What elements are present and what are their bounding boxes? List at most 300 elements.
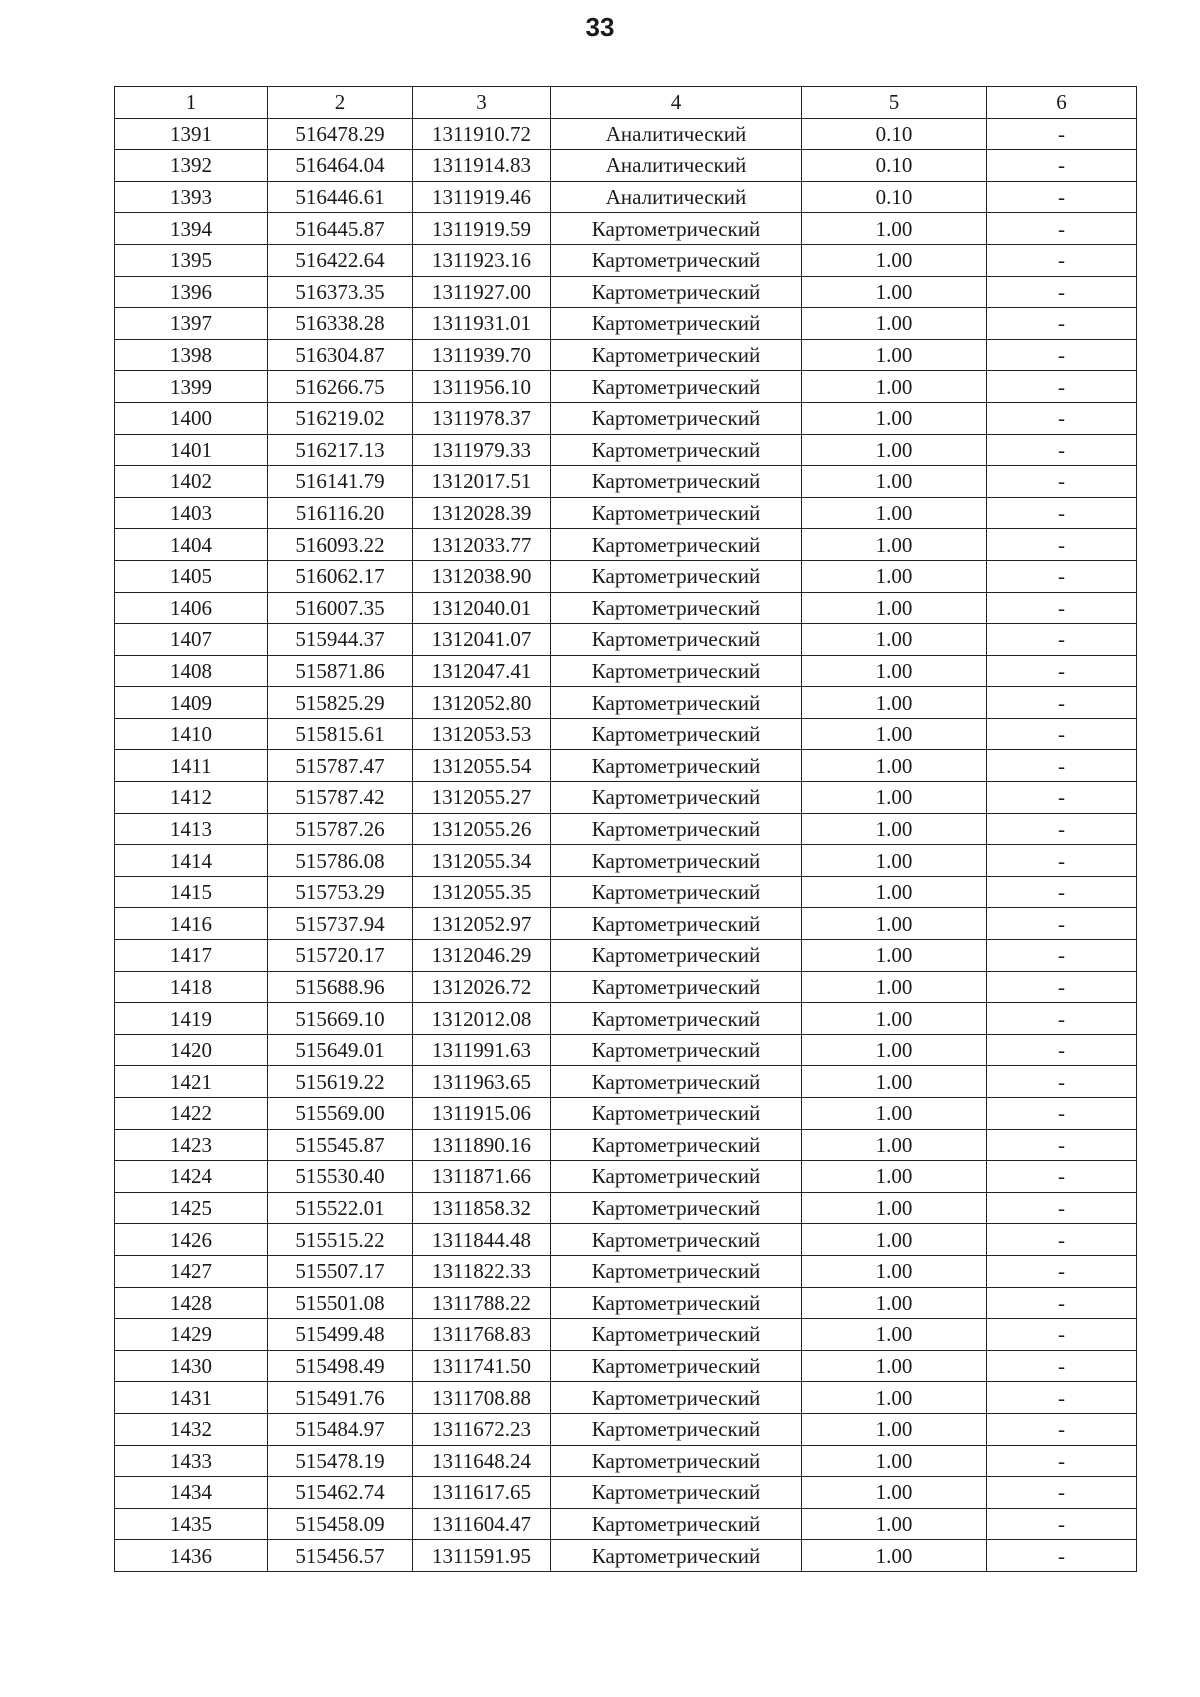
column-header: 2 xyxy=(268,87,413,119)
point-number-cell: 1412 xyxy=(115,782,268,814)
table-row xyxy=(115,434,1137,466)
accuracy-cell: 1.00 xyxy=(802,1540,987,1572)
x-coordinate-cell: 515787.42 xyxy=(268,782,413,814)
y-coordinate-cell: 1312046.29 xyxy=(413,940,551,972)
note-cell: - xyxy=(987,687,1137,719)
method-cell: Картометрический xyxy=(551,940,802,972)
note-cell: - xyxy=(987,1224,1137,1256)
note-cell: - xyxy=(987,1098,1137,1130)
method-cell: Картометрический xyxy=(551,1350,802,1382)
y-coordinate-cell: 1312038.90 xyxy=(413,560,551,592)
x-coordinate-cell: 515545.87 xyxy=(268,1129,413,1161)
x-coordinate-cell: 515815.61 xyxy=(268,718,413,750)
x-coordinate-cell: 516141.79 xyxy=(268,466,413,498)
x-coordinate-cell: 515456.57 xyxy=(268,1540,413,1572)
table-row xyxy=(115,1319,1137,1351)
accuracy-cell: 1.00 xyxy=(802,782,987,814)
column-header: 6 xyxy=(987,87,1137,119)
point-number-cell: 1413 xyxy=(115,813,268,845)
point-number-cell: 1436 xyxy=(115,1540,268,1572)
method-cell: Картометрический xyxy=(551,1255,802,1287)
note-cell: - xyxy=(987,1413,1137,1445)
method-cell: Картометрический xyxy=(551,1003,802,1035)
point-number-cell: 1403 xyxy=(115,497,268,529)
note-cell: - xyxy=(987,1382,1137,1414)
accuracy-cell: 1.00 xyxy=(802,1224,987,1256)
method-cell: Картометрический xyxy=(551,1319,802,1351)
y-coordinate-cell: 1311914.83 xyxy=(413,150,551,182)
note-cell: - xyxy=(987,560,1137,592)
x-coordinate-cell: 516478.29 xyxy=(268,118,413,150)
point-number-cell: 1394 xyxy=(115,213,268,245)
table-row xyxy=(115,1003,1137,1035)
point-number-cell: 1392 xyxy=(115,150,268,182)
x-coordinate-cell: 515501.08 xyxy=(268,1287,413,1319)
x-coordinate-cell: 515462.74 xyxy=(268,1477,413,1509)
y-coordinate-cell: 1312040.01 xyxy=(413,592,551,624)
y-coordinate-cell: 1312055.35 xyxy=(413,876,551,908)
table-row xyxy=(115,1382,1137,1414)
note-cell: - xyxy=(987,1287,1137,1319)
column-header: 4 xyxy=(551,87,802,119)
table-row xyxy=(115,624,1137,656)
accuracy-cell: 1.00 xyxy=(802,1319,987,1351)
table-row xyxy=(115,750,1137,782)
table-row xyxy=(115,845,1137,877)
method-cell: Картометрический xyxy=(551,497,802,529)
note-cell: - xyxy=(987,1034,1137,1066)
y-coordinate-cell: 1311978.37 xyxy=(413,402,551,434)
method-cell: Картометрический xyxy=(551,371,802,403)
point-number-cell: 1430 xyxy=(115,1350,268,1382)
y-coordinate-cell: 1311979.33 xyxy=(413,434,551,466)
x-coordinate-cell: 515478.19 xyxy=(268,1445,413,1477)
y-coordinate-cell: 1311919.46 xyxy=(413,181,551,213)
accuracy-cell: 1.00 xyxy=(802,908,987,940)
method-cell: Картометрический xyxy=(551,624,802,656)
y-coordinate-cell: 1311927.00 xyxy=(413,276,551,308)
table-row xyxy=(115,876,1137,908)
y-coordinate-cell: 1311844.48 xyxy=(413,1224,551,1256)
x-coordinate-cell: 515787.47 xyxy=(268,750,413,782)
point-number-cell: 1427 xyxy=(115,1255,268,1287)
method-cell: Картометрический xyxy=(551,560,802,592)
table-row xyxy=(115,1192,1137,1224)
table-row xyxy=(115,1445,1137,1477)
note-cell: - xyxy=(987,1066,1137,1098)
point-number-cell: 1400 xyxy=(115,402,268,434)
table-row xyxy=(115,339,1137,371)
x-coordinate-cell: 515786.08 xyxy=(268,845,413,877)
x-coordinate-cell: 515515.22 xyxy=(268,1224,413,1256)
accuracy-cell: 1.00 xyxy=(802,529,987,561)
accuracy-cell: 1.00 xyxy=(802,845,987,877)
note-cell: - xyxy=(987,718,1137,750)
accuracy-cell: 1.00 xyxy=(802,1445,987,1477)
accuracy-cell: 1.00 xyxy=(802,1003,987,1035)
x-coordinate-cell: 515484.97 xyxy=(268,1413,413,1445)
point-number-cell: 1433 xyxy=(115,1445,268,1477)
table-row xyxy=(115,466,1137,498)
y-coordinate-cell: 1311890.16 xyxy=(413,1129,551,1161)
y-coordinate-cell: 1312053.53 xyxy=(413,718,551,750)
method-cell: Картометрический xyxy=(551,1508,802,1540)
note-cell: - xyxy=(987,529,1137,561)
x-coordinate-cell: 516093.22 xyxy=(268,529,413,561)
point-number-cell: 1426 xyxy=(115,1224,268,1256)
accuracy-cell: 1.00 xyxy=(802,1066,987,1098)
point-number-cell: 1419 xyxy=(115,1003,268,1035)
x-coordinate-cell: 516007.35 xyxy=(268,592,413,624)
accuracy-cell: 1.00 xyxy=(802,940,987,972)
x-coordinate-cell: 516304.87 xyxy=(268,339,413,371)
table-header-row xyxy=(115,87,1137,119)
point-number-cell: 1424 xyxy=(115,1161,268,1193)
y-coordinate-cell: 1311939.70 xyxy=(413,339,551,371)
point-number-cell: 1421 xyxy=(115,1066,268,1098)
point-number-cell: 1406 xyxy=(115,592,268,624)
method-cell: Картометрический xyxy=(551,466,802,498)
accuracy-cell: 1.00 xyxy=(802,244,987,276)
y-coordinate-cell: 1311708.88 xyxy=(413,1382,551,1414)
note-cell: - xyxy=(987,876,1137,908)
table-row xyxy=(115,1477,1137,1509)
point-number-cell: 1411 xyxy=(115,750,268,782)
accuracy-cell: 1.00 xyxy=(802,1192,987,1224)
accuracy-cell: 1.00 xyxy=(802,1413,987,1445)
coordinates-table xyxy=(114,86,1137,1572)
accuracy-cell: 1.00 xyxy=(802,1477,987,1509)
note-cell: - xyxy=(987,213,1137,245)
x-coordinate-cell: 516266.75 xyxy=(268,371,413,403)
note-cell: - xyxy=(987,845,1137,877)
point-number-cell: 1410 xyxy=(115,718,268,750)
point-number-cell: 1401 xyxy=(115,434,268,466)
accuracy-cell: 1.00 xyxy=(802,687,987,719)
method-cell: Картометрический xyxy=(551,655,802,687)
point-number-cell: 1397 xyxy=(115,308,268,340)
method-cell: Картометрический xyxy=(551,1445,802,1477)
x-coordinate-cell: 516464.04 xyxy=(268,150,413,182)
x-coordinate-cell: 515458.09 xyxy=(268,1508,413,1540)
x-coordinate-cell: 515825.29 xyxy=(268,687,413,719)
table-row xyxy=(115,529,1137,561)
accuracy-cell: 1.00 xyxy=(802,655,987,687)
accuracy-cell: 1.00 xyxy=(802,1287,987,1319)
table-row xyxy=(115,687,1137,719)
accuracy-cell: 1.00 xyxy=(802,624,987,656)
method-cell: Картометрический xyxy=(551,1129,802,1161)
note-cell: - xyxy=(987,1445,1137,1477)
x-coordinate-cell: 516116.20 xyxy=(268,497,413,529)
x-coordinate-cell: 515569.00 xyxy=(268,1098,413,1130)
x-coordinate-cell: 515944.37 xyxy=(268,624,413,656)
y-coordinate-cell: 1312026.72 xyxy=(413,971,551,1003)
x-coordinate-cell: 516446.61 xyxy=(268,181,413,213)
y-coordinate-cell: 1312055.54 xyxy=(413,750,551,782)
point-number-cell: 1425 xyxy=(115,1192,268,1224)
table-row xyxy=(115,1508,1137,1540)
y-coordinate-cell: 1311956.10 xyxy=(413,371,551,403)
method-cell: Картометрический xyxy=(551,402,802,434)
point-number-cell: 1431 xyxy=(115,1382,268,1414)
table-row xyxy=(115,1287,1137,1319)
accuracy-cell: 1.00 xyxy=(802,1098,987,1130)
method-cell: Картометрический xyxy=(551,1224,802,1256)
accuracy-cell: 1.00 xyxy=(802,560,987,592)
point-number-cell: 1393 xyxy=(115,181,268,213)
note-cell: - xyxy=(987,1255,1137,1287)
table-row xyxy=(115,1255,1137,1287)
y-coordinate-cell: 1312055.34 xyxy=(413,845,551,877)
method-cell: Картометрический xyxy=(551,276,802,308)
y-coordinate-cell: 1311923.16 xyxy=(413,244,551,276)
note-cell: - xyxy=(987,1477,1137,1509)
y-coordinate-cell: 1311991.63 xyxy=(413,1034,551,1066)
method-cell: Аналитический xyxy=(551,118,802,150)
table-row xyxy=(115,971,1137,1003)
point-number-cell: 1395 xyxy=(115,244,268,276)
table-row xyxy=(115,276,1137,308)
point-number-cell: 1415 xyxy=(115,876,268,908)
table-row xyxy=(115,1034,1137,1066)
note-cell: - xyxy=(987,1003,1137,1035)
point-number-cell: 1417 xyxy=(115,940,268,972)
accuracy-cell: 1.00 xyxy=(802,339,987,371)
accuracy-cell: 0.10 xyxy=(802,150,987,182)
accuracy-cell: 1.00 xyxy=(802,1350,987,1382)
method-cell: Картометрический xyxy=(551,1413,802,1445)
column-header: 3 xyxy=(413,87,551,119)
y-coordinate-cell: 1312052.97 xyxy=(413,908,551,940)
method-cell: Картометрический xyxy=(551,1066,802,1098)
y-coordinate-cell: 1311822.33 xyxy=(413,1255,551,1287)
point-number-cell: 1434 xyxy=(115,1477,268,1509)
method-cell: Картометрический xyxy=(551,1192,802,1224)
method-cell: Картометрический xyxy=(551,687,802,719)
table-row xyxy=(115,1540,1137,1572)
point-number-cell: 1428 xyxy=(115,1287,268,1319)
y-coordinate-cell: 1311741.50 xyxy=(413,1350,551,1382)
x-coordinate-cell: 515491.76 xyxy=(268,1382,413,1414)
note-cell: - xyxy=(987,1161,1137,1193)
method-cell: Картометрический xyxy=(551,876,802,908)
point-number-cell: 1404 xyxy=(115,529,268,561)
table-row xyxy=(115,940,1137,972)
y-coordinate-cell: 1312055.26 xyxy=(413,813,551,845)
y-coordinate-cell: 1311858.32 xyxy=(413,1192,551,1224)
column-header: 1 xyxy=(115,87,268,119)
table-row xyxy=(115,1129,1137,1161)
x-coordinate-cell: 515787.26 xyxy=(268,813,413,845)
note-cell: - xyxy=(987,1129,1137,1161)
note-cell: - xyxy=(987,1508,1137,1540)
note-cell: - xyxy=(987,181,1137,213)
accuracy-cell: 1.00 xyxy=(802,1161,987,1193)
note-cell: - xyxy=(987,1540,1137,1572)
accuracy-cell: 1.00 xyxy=(802,813,987,845)
x-coordinate-cell: 515530.40 xyxy=(268,1161,413,1193)
x-coordinate-cell: 516338.28 xyxy=(268,308,413,340)
accuracy-cell: 1.00 xyxy=(802,1255,987,1287)
method-cell: Картометрический xyxy=(551,434,802,466)
y-coordinate-cell: 1312033.77 xyxy=(413,529,551,561)
column-header: 5 xyxy=(802,87,987,119)
table-row xyxy=(115,402,1137,434)
table-row xyxy=(115,782,1137,814)
accuracy-cell: 1.00 xyxy=(802,434,987,466)
y-coordinate-cell: 1311915.06 xyxy=(413,1098,551,1130)
method-cell: Картометрический xyxy=(551,1098,802,1130)
method-cell: Картометрический xyxy=(551,1034,802,1066)
note-cell: - xyxy=(987,782,1137,814)
point-number-cell: 1399 xyxy=(115,371,268,403)
accuracy-cell: 1.00 xyxy=(802,971,987,1003)
method-cell: Картометрический xyxy=(551,908,802,940)
point-number-cell: 1432 xyxy=(115,1413,268,1445)
method-cell: Картометрический xyxy=(551,718,802,750)
note-cell: - xyxy=(987,750,1137,782)
table-row xyxy=(115,592,1137,624)
method-cell: Аналитический xyxy=(551,150,802,182)
accuracy-cell: 0.10 xyxy=(802,118,987,150)
method-cell: Картометрический xyxy=(551,592,802,624)
accuracy-cell: 1.00 xyxy=(802,402,987,434)
method-cell: Картометрический xyxy=(551,213,802,245)
method-cell: Картометрический xyxy=(551,1382,802,1414)
point-number-cell: 1402 xyxy=(115,466,268,498)
table-row xyxy=(115,213,1137,245)
y-coordinate-cell: 1312055.27 xyxy=(413,782,551,814)
point-number-cell: 1405 xyxy=(115,560,268,592)
x-coordinate-cell: 515688.96 xyxy=(268,971,413,1003)
note-cell: - xyxy=(987,244,1137,276)
accuracy-cell: 1.00 xyxy=(802,276,987,308)
table-row xyxy=(115,655,1137,687)
note-cell: - xyxy=(987,655,1137,687)
y-coordinate-cell: 1312052.80 xyxy=(413,687,551,719)
table-row xyxy=(115,1413,1137,1445)
y-coordinate-cell: 1311591.95 xyxy=(413,1540,551,1572)
y-coordinate-cell: 1312028.39 xyxy=(413,497,551,529)
point-number-cell: 1420 xyxy=(115,1034,268,1066)
point-number-cell: 1429 xyxy=(115,1319,268,1351)
accuracy-cell: 1.00 xyxy=(802,718,987,750)
x-coordinate-cell: 515522.01 xyxy=(268,1192,413,1224)
point-number-cell: 1391 xyxy=(115,118,268,150)
table-row xyxy=(115,150,1137,182)
x-coordinate-cell: 515499.48 xyxy=(268,1319,413,1351)
point-number-cell: 1418 xyxy=(115,971,268,1003)
method-cell: Картометрический xyxy=(551,782,802,814)
note-cell: - xyxy=(987,150,1137,182)
method-cell: Картометрический xyxy=(551,1161,802,1193)
point-number-cell: 1407 xyxy=(115,624,268,656)
note-cell: - xyxy=(987,1319,1137,1351)
note-cell: - xyxy=(987,940,1137,972)
point-number-cell: 1408 xyxy=(115,655,268,687)
x-coordinate-cell: 515871.86 xyxy=(268,655,413,687)
table-row xyxy=(115,308,1137,340)
accuracy-cell: 1.00 xyxy=(802,466,987,498)
y-coordinate-cell: 1312041.07 xyxy=(413,624,551,656)
x-coordinate-cell: 516373.35 xyxy=(268,276,413,308)
x-coordinate-cell: 515619.22 xyxy=(268,1066,413,1098)
y-coordinate-cell: 1311788.22 xyxy=(413,1287,551,1319)
note-cell: - xyxy=(987,813,1137,845)
y-coordinate-cell: 1311648.24 xyxy=(413,1445,551,1477)
table-row xyxy=(115,244,1137,276)
point-number-cell: 1414 xyxy=(115,845,268,877)
note-cell: - xyxy=(987,371,1137,403)
x-coordinate-cell: 516062.17 xyxy=(268,560,413,592)
point-number-cell: 1398 xyxy=(115,339,268,371)
table-row xyxy=(115,181,1137,213)
table-row xyxy=(115,1224,1137,1256)
accuracy-cell: 1.00 xyxy=(802,308,987,340)
point-number-cell: 1409 xyxy=(115,687,268,719)
method-cell: Картометрический xyxy=(551,1540,802,1572)
accuracy-cell: 1.00 xyxy=(802,371,987,403)
method-cell: Картометрический xyxy=(551,1287,802,1319)
note-cell: - xyxy=(987,908,1137,940)
table-row xyxy=(115,118,1137,150)
table-row xyxy=(115,497,1137,529)
note-cell: - xyxy=(987,308,1137,340)
x-coordinate-cell: 515720.17 xyxy=(268,940,413,972)
method-cell: Картометрический xyxy=(551,308,802,340)
method-cell: Картометрический xyxy=(551,813,802,845)
x-coordinate-cell: 516219.02 xyxy=(268,402,413,434)
table-body xyxy=(115,118,1137,1571)
note-cell: - xyxy=(987,434,1137,466)
table-row xyxy=(115,1161,1137,1193)
x-coordinate-cell: 515507.17 xyxy=(268,1255,413,1287)
note-cell: - xyxy=(987,592,1137,624)
y-coordinate-cell: 1312047.41 xyxy=(413,655,551,687)
x-coordinate-cell: 515753.29 xyxy=(268,876,413,908)
accuracy-cell: 1.00 xyxy=(802,876,987,908)
point-number-cell: 1416 xyxy=(115,908,268,940)
y-coordinate-cell: 1312012.08 xyxy=(413,1003,551,1035)
y-coordinate-cell: 1311963.65 xyxy=(413,1066,551,1098)
y-coordinate-cell: 1312017.51 xyxy=(413,466,551,498)
y-coordinate-cell: 1311910.72 xyxy=(413,118,551,150)
note-cell: - xyxy=(987,339,1137,371)
note-cell: - xyxy=(987,466,1137,498)
table-row xyxy=(115,1066,1137,1098)
x-coordinate-cell: 515737.94 xyxy=(268,908,413,940)
point-number-cell: 1435 xyxy=(115,1508,268,1540)
point-number-cell: 1422 xyxy=(115,1098,268,1130)
accuracy-cell: 1.00 xyxy=(802,750,987,782)
table-row xyxy=(115,371,1137,403)
accuracy-cell: 0.10 xyxy=(802,181,987,213)
accuracy-cell: 1.00 xyxy=(802,1508,987,1540)
accuracy-cell: 1.00 xyxy=(802,1034,987,1066)
accuracy-cell: 1.00 xyxy=(802,592,987,624)
note-cell: - xyxy=(987,971,1137,1003)
method-cell: Картометрический xyxy=(551,845,802,877)
method-cell: Картометрический xyxy=(551,529,802,561)
point-number-cell: 1423 xyxy=(115,1129,268,1161)
y-coordinate-cell: 1311617.65 xyxy=(413,1477,551,1509)
x-coordinate-cell: 515498.49 xyxy=(268,1350,413,1382)
accuracy-cell: 1.00 xyxy=(802,1382,987,1414)
table-row xyxy=(115,718,1137,750)
table-row xyxy=(115,1350,1137,1382)
note-cell: - xyxy=(987,402,1137,434)
